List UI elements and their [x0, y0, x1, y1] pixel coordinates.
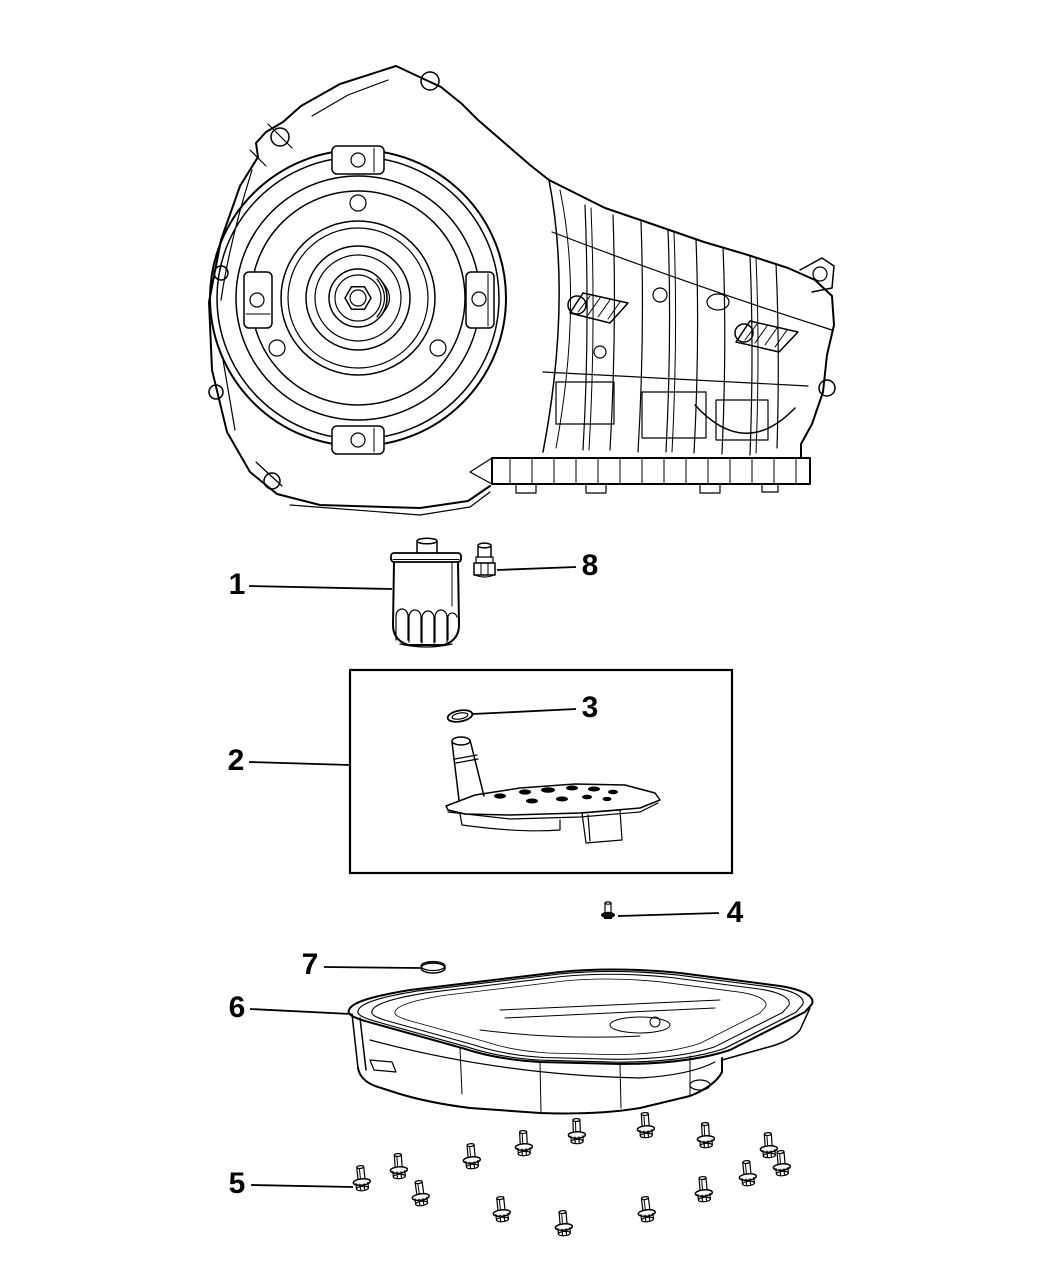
filter-kit-box — [350, 670, 732, 873]
callout-2-label: 2 — [227, 744, 245, 777]
bolt-drawing — [601, 902, 615, 919]
leader-line-2 — [249, 762, 350, 765]
oil-filter-drawing — [391, 538, 461, 647]
cap-drawing — [421, 962, 445, 974]
pan-bolt — [738, 1160, 758, 1187]
speed-sensor — [735, 321, 798, 352]
callout-1-label: 1 — [228, 568, 246, 601]
pan-bolt — [410, 1180, 430, 1207]
converter-lug — [466, 272, 494, 328]
seal-drawing — [447, 708, 474, 723]
pan-bolt — [389, 1153, 408, 1179]
leader-line-7 — [324, 967, 420, 968]
converter-lug — [244, 272, 272, 328]
pan-bolt — [759, 1132, 778, 1158]
pan-bolt — [492, 1196, 512, 1223]
pan-bolt — [694, 1176, 713, 1202]
converter-lug — [332, 146, 384, 174]
leader-line-5 — [251, 1185, 353, 1187]
pan-bolts-drawing — [352, 1112, 791, 1236]
pan-bolt — [554, 1210, 573, 1236]
transmission-filter-drawing — [446, 737, 660, 843]
callout-3-label: 3 — [581, 691, 599, 724]
pan-bolt — [515, 1130, 533, 1156]
leader-line-4 — [618, 913, 719, 916]
callout-5-label: 5 — [228, 1167, 246, 1200]
leader-lines — [249, 567, 719, 1187]
oil-pan-drawing — [349, 969, 813, 1113]
transmission-assembly-drawing — [209, 66, 835, 515]
callout-4-label: 4 — [726, 896, 744, 929]
pan-bolt — [568, 1118, 586, 1144]
callout-7-label: 7 — [301, 948, 319, 981]
leader-line-1 — [249, 586, 392, 589]
pan-bolt — [697, 1122, 715, 1148]
callout-8-label: 8 — [581, 549, 599, 582]
leader-line-8 — [497, 567, 576, 570]
pan-bolt — [636, 1196, 656, 1223]
speed-sensor — [568, 293, 628, 323]
pan-bolt — [352, 1165, 372, 1192]
converter-lug — [332, 426, 384, 454]
pan-bolt — [462, 1143, 481, 1169]
leader-line-3 — [473, 709, 576, 714]
pan-rail — [470, 458, 810, 493]
leader-line-6 — [250, 1009, 351, 1014]
callout-6-label: 6 — [228, 991, 246, 1024]
pan-bolt — [636, 1112, 655, 1138]
plug-fitting-drawing — [474, 543, 495, 577]
